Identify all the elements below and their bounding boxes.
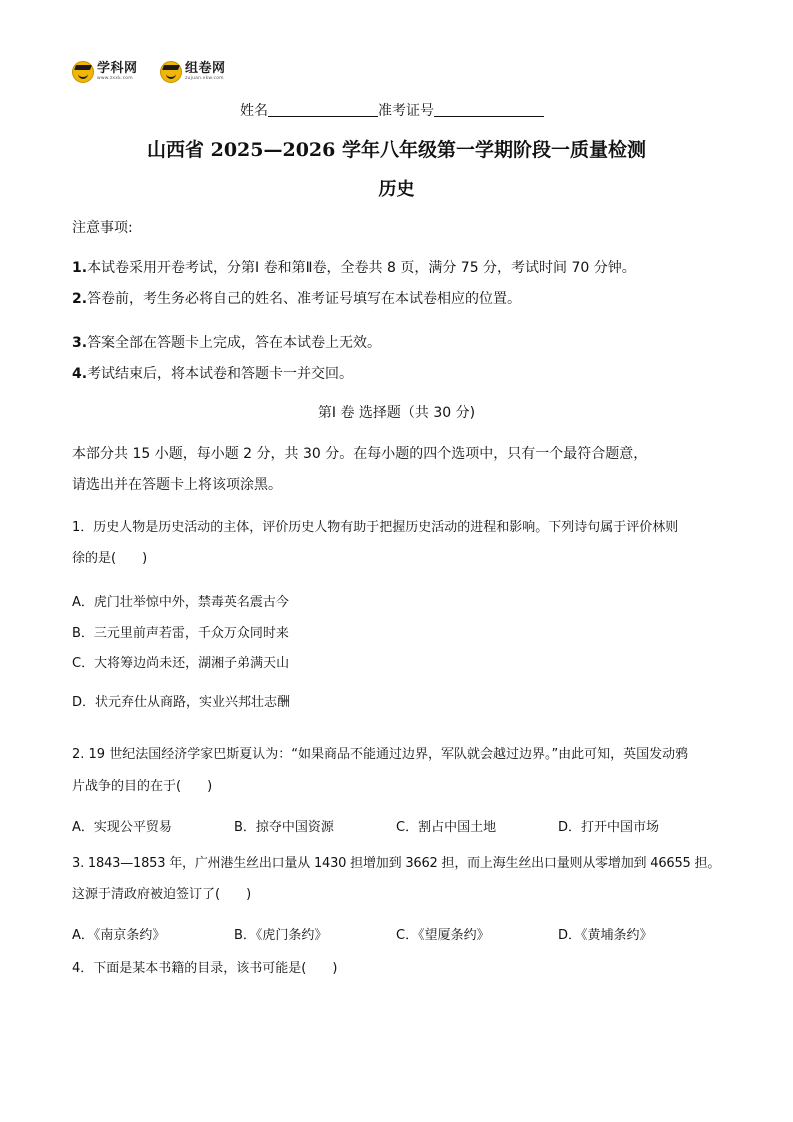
- answer-option: C．割占中国土地: [396, 820, 497, 835]
- answer-option: D．状元弃仕从商路，实业兴邦壮志酬: [72, 695, 291, 710]
- question-stem: 这源于清政府被迫签订了( ): [72, 887, 252, 902]
- answer-option: B．三元里前声若雷，千众万众同时来: [72, 626, 289, 641]
- owl-logo-icon: [160, 61, 182, 83]
- answer-option: B．《虎门条约》: [234, 928, 328, 943]
- section-intro-line: 本部分共 15 小题，每小题 2 分，共 30 分。在每小题的四个选项中，只有一个最符合题意，: [72, 446, 648, 462]
- note-text: 答案全部在答题卡上完成，答在本试卷上无效。: [87, 335, 382, 351]
- name-label: 姓名: [240, 103, 268, 119]
- exam-title: 山西省 2025—2026 学年八年级第一学期阶段一质量检测: [147, 139, 646, 161]
- logo-url: zujuan.xkw.com: [185, 76, 224, 82]
- note-item: [72, 363, 353, 383]
- section-title: 第Ⅰ 卷 选择题（共 30 分): [317, 405, 476, 421]
- question-stem: 3. 1843—1853 年，广州港生丝出口量从 1430 担增加到 3662 担，而上海生丝出口量则从零增加到 46655 担。: [72, 856, 721, 871]
- note-number: 2.: [72, 291, 88, 307]
- answer-option: C．《望厦条约》: [396, 928, 490, 943]
- note-item: [72, 288, 521, 308]
- note-text: 考试结束后，将本试卷和答题卡一并交回。: [87, 366, 354, 382]
- answer-option: D．《黄埔条约》: [558, 928, 653, 943]
- section-intro-line: 请选出并在答题卡上将该项涂黑。: [72, 477, 282, 493]
- answer-option: A．虎门壮举惊中外，禁毒英名震古今: [72, 595, 289, 610]
- subject-title: 历史: [378, 179, 415, 200]
- id-label: 准考证号: [378, 103, 434, 119]
- note-text: 答卷前，考生务必将自己的姓名、准考证号填写在本试卷相应的位置。: [87, 291, 522, 307]
- notes-heading: 注意事项:: [72, 220, 133, 236]
- note-number: 3.: [72, 335, 88, 351]
- question-stem: 片战争的目的在于( ): [72, 779, 213, 794]
- question-stem: 4．下面是某本书籍的目录，该书可能是( ): [72, 961, 338, 976]
- note-number: 4.: [72, 366, 88, 382]
- owl-logo-icon: [72, 61, 94, 83]
- answer-option: D．打开中国市场: [558, 820, 660, 835]
- answer-option: C．大将筹边尚未还，湖湘子弟满天山: [72, 656, 290, 671]
- name-blank: [268, 102, 378, 117]
- note-number: 1.: [72, 260, 88, 276]
- logo-name: 组卷网: [185, 61, 226, 77]
- logo-name: 学科网: [97, 61, 138, 77]
- note-item: [72, 332, 381, 352]
- answer-option: B．掠夺中国资源: [234, 820, 334, 835]
- xuekewang-logo: [72, 60, 138, 84]
- note-item: [72, 257, 636, 277]
- question-stem: 2. 19 世纪法国经济学家巴斯夏认为：“如果商品不能通过边界，军队就会越过边界。”由此可知，英国发动鸦: [72, 747, 689, 762]
- zujuanwang-logo: [160, 60, 226, 84]
- question-stem: 徐的是( ): [72, 551, 148, 566]
- answer-option: A．《南京条约》: [72, 928, 166, 943]
- note-text: 本试卷采用开卷考试，分第Ⅰ 卷和第Ⅱ卷，全卷共 8 页，满分 75 分，考试时间 70 分钟。: [87, 260, 636, 276]
- question-stem: 1．历史人物是历史活动的主体，评价历史人物有助于把握历史活动的进程和影响。下列诗句属于评价林则: [72, 520, 679, 535]
- answer-option: A．实现公平贸易: [72, 820, 172, 835]
- logo-url: www.zxxk.com: [97, 76, 133, 82]
- id-blank: [434, 102, 544, 117]
- name-id-line: [240, 100, 544, 120]
